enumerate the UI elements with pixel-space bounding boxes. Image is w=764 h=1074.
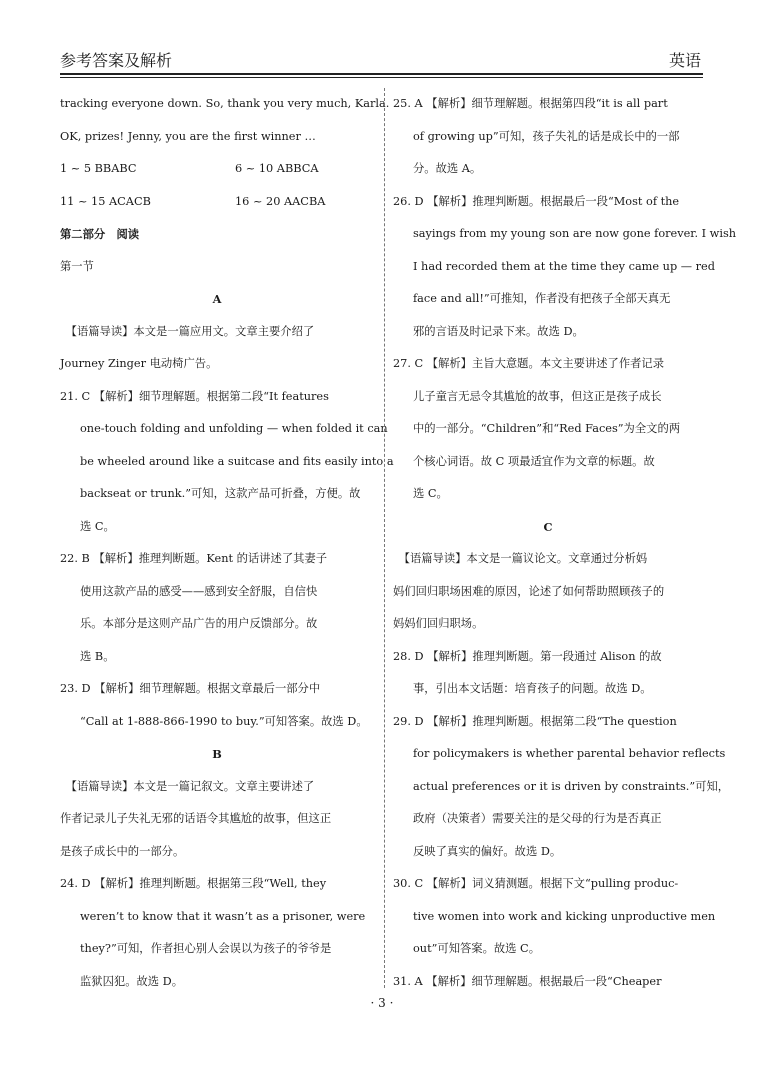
- text-line: 第二部分 阅读: [60, 227, 140, 241]
- text-line: I had recorded them at the time they came up — red: [413, 259, 715, 273]
- text-line: 【语篇导读】本文是一篇议论文。文章通过分析妈: [393, 552, 648, 565]
- text-line: 中的一部分。“Children”和“Red Faces”为全文的两: [413, 422, 681, 435]
- text-line: 儿子童言无忌令其尴尬的故事，但这正是孩子成长: [413, 389, 662, 403]
- text-line: for policymakers is whether parental behavior reflects: [413, 747, 726, 760]
- header-rule-thick: [60, 73, 703, 75]
- text-line: 是孩子成长中的一部分。: [60, 844, 185, 858]
- text-line: 分。故选 A。: [413, 162, 482, 175]
- text-line: 选 B。: [80, 649, 115, 663]
- text-line: 【语篇导读】本文是一篇应用文。文章主要介绍了: [60, 324, 315, 338]
- text-line: 个核心词语。故 C 项最适宜作为文章的标题。故: [413, 454, 655, 468]
- text-line: 事，引出本文话题：培育孩子的问题。故选 D。: [413, 682, 652, 695]
- text-line: be wheeled around like a suitcase and fits easily into a: [80, 454, 394, 468]
- header-rule-thin: [60, 77, 703, 78]
- answer-key-group: 1 ~ 5 BBABC: [60, 162, 137, 175]
- section-heading: B: [212, 747, 222, 761]
- section-heading: C: [543, 519, 553, 534]
- text-line: 25. A 【解析】细节理解题。根据第四段“it is all part: [393, 97, 668, 110]
- left-column: [60, 88, 394, 998]
- text-line: 作者记录儿子失礼无邪的话语令其尴尬的故事，但这正: [60, 812, 332, 825]
- text-line: of growing up”可知，孩子失礼的话是成长中的一部: [413, 129, 680, 143]
- text-line: 26. D 【解析】推理判断题。根据最后一段“Most of the: [393, 194, 680, 208]
- text-line: 选 C。: [80, 519, 115, 533]
- text-line: actual preferences or it is driven by constraints.”可知，: [413, 779, 730, 793]
- answer-key-group: 11 ~ 15 ACACB: [60, 194, 151, 208]
- text-line: backseat or trunk.”可知，这款产品可折叠，方便。故: [80, 487, 361, 500]
- text-line: 监狱囚犯。故选 D。: [80, 974, 184, 988]
- text-line: 31. A 【解析】细节理解题。根据最后一段“Cheaper: [393, 974, 662, 988]
- section-heading: A: [212, 292, 222, 306]
- text-line: 妈们回归职场困难的原因，论述了如何帮助照顾孩子的: [393, 584, 665, 598]
- text-line: tive women into work and kicking unproductive men: [413, 909, 716, 923]
- text-line: Journey Zinger 电动椅广告。: [60, 357, 218, 370]
- answer-key-group: 16 ~ 20 AACBA: [235, 194, 326, 208]
- text-line: 27. C 【解析】主旨大意题。本文主要讲述了作者记录: [393, 357, 665, 370]
- page-number: · 3 ·: [370, 996, 394, 1010]
- text-line: 反映了真实的偏好。故选 D。: [413, 844, 562, 858]
- text-line: one-touch folding and unfolding — when folded it can: [80, 422, 388, 435]
- column-divider: [384, 88, 385, 988]
- text-line: 29. D 【解析】推理判断题。根据第二段“The question: [393, 714, 677, 728]
- text-line: sayings from my young son are now gone forever. I wish: [413, 227, 737, 240]
- answer-key-line: [60, 186, 374, 219]
- text-line: 乐。本部分是这则产品广告的用户反馈部分。故: [80, 617, 318, 630]
- text-line: face and all!”可推知，作者没有把孩子全部天真无: [413, 292, 671, 305]
- text-line: 选 C。: [413, 487, 448, 500]
- text-line: 政府（决策者）需要关注的是父母的行为是否真正: [413, 812, 662, 825]
- text-line: 第一节: [60, 259, 94, 273]
- answer-key-group: 6 ~ 10 ABBCA: [235, 162, 319, 175]
- text-line: 30. C 【解析】词义猜测题。根据下文“pulling produc-: [393, 877, 679, 890]
- text-line: 28. D 【解析】推理判断题。第一段通过 Alison 的故: [393, 649, 662, 663]
- text-line: 21. C 【解析】细节理解题。根据第二段“It features: [60, 389, 329, 403]
- header-subject: 英语: [668, 51, 701, 70]
- page-header: [60, 46, 703, 76]
- answer-key-line: [60, 153, 374, 186]
- text-line: 23. D 【解析】细节理解题。根据文章最后一部分中: [60, 682, 321, 695]
- text-line: out”可知答案。故选 C。: [413, 942, 541, 955]
- text-line: 【语篇导读】本文是一篇记叙文。文章主要讲述了: [60, 779, 315, 793]
- text-line: tracking everyone down. So, thank you very much, Karla.: [60, 97, 390, 110]
- text-line: 妈妈们回归职场。: [393, 617, 484, 630]
- header-title: 参考答案及解析: [60, 51, 173, 70]
- right-column: [393, 88, 737, 998]
- text-line: “Call at 1-888-866-1990 to buy.”可知答案。故选 D。: [80, 714, 368, 728]
- text-line: OK, prizes! Jenny, you are the first winner …: [60, 129, 316, 143]
- text-line: weren’t to know that it wasn’t as a prisoner, were: [80, 909, 366, 923]
- text-line: they?”可知，作者担心别人会误以为孩子的爷爷是: [80, 942, 332, 955]
- text-line: 邪的言语及时记录下来。故选 D。: [413, 324, 584, 338]
- text-line: 24. D 【解析】推理判断题。根据第三段“Well, they: [60, 877, 327, 890]
- text-line: 22. B 【解析】推理判断题。Kent 的话讲述了其妻子: [60, 552, 328, 565]
- text-line: 使用这款产品的感受——感到安全舒服，自信快: [80, 584, 318, 598]
